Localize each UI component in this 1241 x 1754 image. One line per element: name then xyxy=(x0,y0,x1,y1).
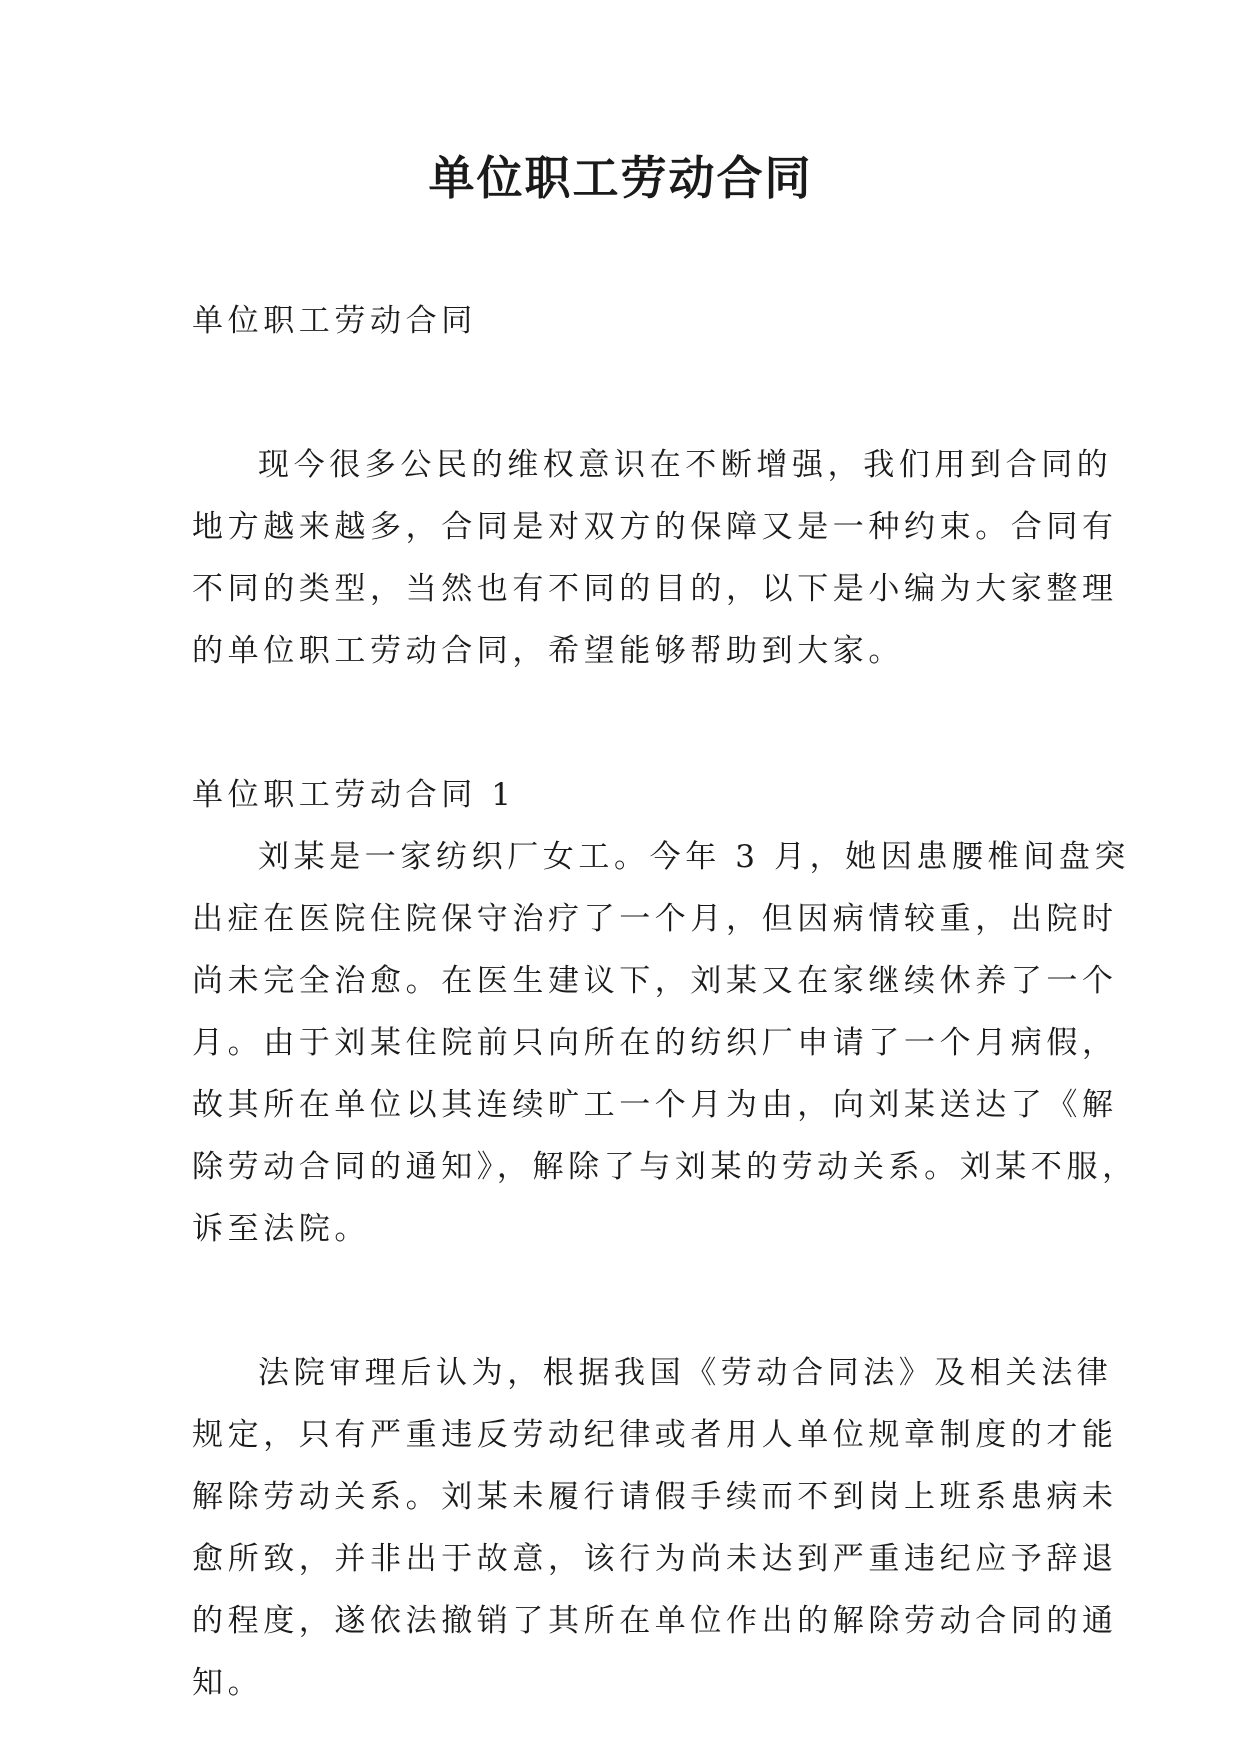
text-line: 月。由于刘某住院前只向所在的纺织厂申请了一个月病假， xyxy=(192,1025,1118,1061)
text-line: 除劳动合同的通知》，解除了与刘某的劳动关系。刘某不服， xyxy=(192,1149,1138,1185)
document-subtitle: 单位职工劳动合同 xyxy=(192,303,477,339)
text-line: 的单位职工劳动合同，希望能够帮助到大家。 xyxy=(192,633,904,669)
text-line: 出症在医院住院保守治疗了一个月，但因病情较重，出院时 xyxy=(192,901,1118,937)
text-line: 的程度，遂依法撤销了其所在单位作出的解除劳动合同的通 xyxy=(192,1603,1118,1639)
text-line: 规定，只有严重违反劳动纪律或者用人单位规章制度的才能 xyxy=(192,1417,1118,1453)
text-line: 愈所致，并非出于故意，该行为尚未达到严重违纪应予辞退 xyxy=(192,1541,1118,1577)
text-line: 知。 xyxy=(192,1665,264,1701)
text-line: 诉至法院。 xyxy=(192,1211,370,1247)
section1-paragraph-2 xyxy=(192,1342,1118,1714)
text-line: 现今很多公民的维权意识在不断增强，我们用到合同的 xyxy=(258,447,1113,483)
text-line: 刘某是一家纺织厂女工。今年 3 月，她因患腰椎间盘突 xyxy=(258,839,1131,875)
text-line: 故其所在单位以其连续旷工一个月为由，向刘某送达了《解 xyxy=(192,1087,1118,1123)
text-line: 法院审理后认为，根据我国《劳动合同法》及相关法律 xyxy=(258,1355,1113,1391)
intro-paragraph xyxy=(192,434,1118,682)
text-line: 解除劳动关系。刘某未履行请假手续而不到岗上班系患病未 xyxy=(192,1479,1118,1515)
section1-paragraph-1 xyxy=(192,826,1138,1260)
text-line: 不同的类型，当然也有不同的目的，以下是小编为大家整理 xyxy=(192,571,1118,607)
document-body xyxy=(192,290,1138,1714)
document-title: 单位职工劳动合同 xyxy=(428,151,813,205)
text-line: 地方越来越多，合同是对双方的保障又是一种约束。合同有 xyxy=(192,509,1118,545)
text-line: 尚未完全治愈。在医生建议下，刘某又在家继续休养了一个 xyxy=(192,963,1118,999)
section-heading: 单位职工劳动合同 1 xyxy=(192,777,516,813)
